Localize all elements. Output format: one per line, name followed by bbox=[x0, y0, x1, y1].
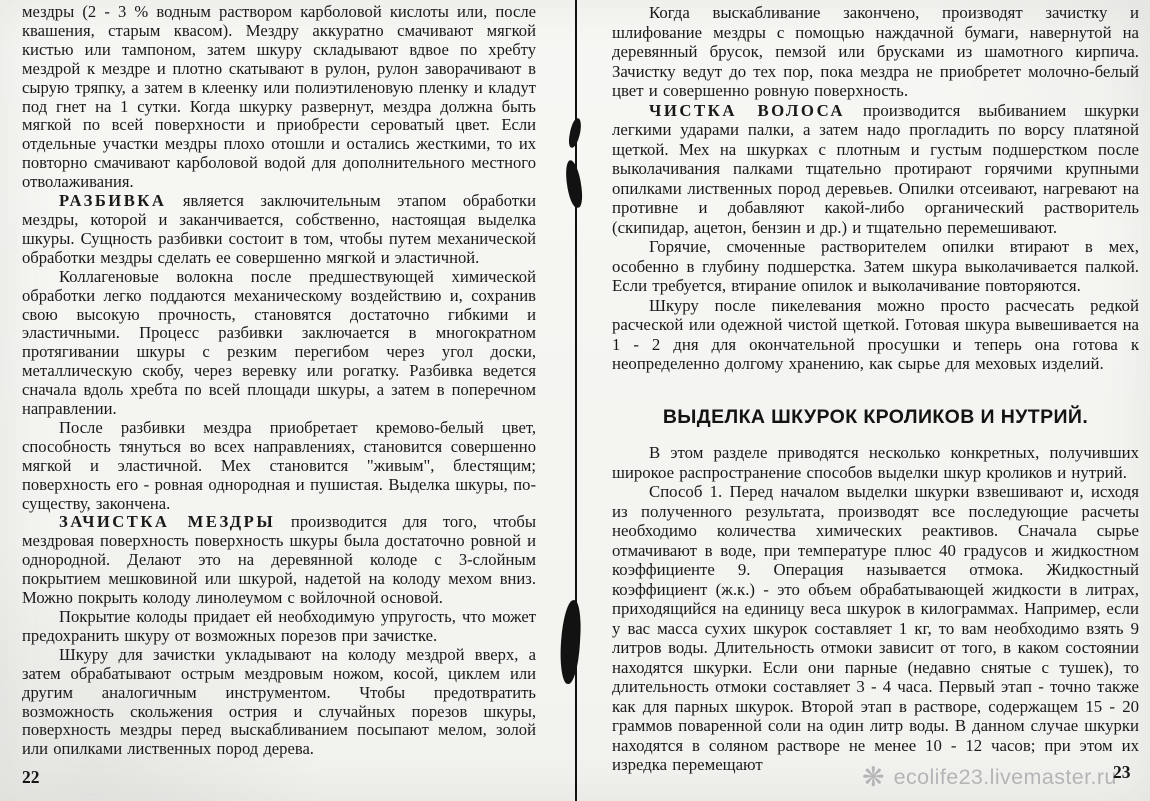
flower-icon: ❋ bbox=[862, 762, 885, 792]
paragraph: Шкуру после пикелевания можно просто расчесать редкой расческой или одежной чистой щеткой. Готовая шкура вывешивается на 1 - 2 дня для окончательной просушки и теперь она готова к неопределенно долгому хранению, как сырье для меховых изделий. bbox=[612, 295, 1139, 373]
right-page-number: 23 bbox=[1113, 762, 1131, 782]
paragraph: Когда выскабливание закончено, производят зачистку и шлифование мездры с помощью наждачной бумаги, навернутой на деревянный брусок, пемзой или брусками из шамотного кирпича. Зачистку ведут до тех пор, пока мездра не приобретет молочно-белый цвет и совершенно ровную поверхность. bbox=[612, 3, 1139, 100]
paragraph: Способ 1. Перед началом выделки шкурки взвешивают и, исходя из полученного результата, производят все последующие расчеты необходимо количества химических реактивов. Сначала сырье отмачивают в воде, при температуре плюс 40 градусов и жидкостном коэффициенте 9. Операция называется отмока. Жидкостный коэффициент (ж.к.) - это объем обрабатывающей жидкости в литрах, приходящийся на единицу веса шкурок в килограммах. Например, если у вас масса сухих шкурок составляет 1 кг, то вам необходимо взять 9 литров воды. Длительность отмоки зависит от того, в каком состоянии находятся шкурки. Если они парные (недавно снятые с тушек), то длительность отмоки составляет 3 - 4 часа. Первый этап - точно также как для парных шкурок. Второй этап в растворе, содержащем 15 - 20 граммов поваренной соли на один литр воды. В данном случае шкурки находятся в соляном растворе не менее 10 - 12 часов; при этом их изредка перемещают bbox=[612, 482, 1139, 774]
paragraph: Коллагеновые волокна после предшествующей химической обработки легко поддаются механическому воздействию и, сохранив свою высокую прочность, становятся достаточно гибкими и эластичными. Процесс разбивки заключается в многократном протягивании шкуры с резким перегибом через угол доски, металлическую скобу, через веревку или рогатку. Разбивка ведется сначала вдоль хребта по всей площади шкуры, а затем в поперечном направлении. bbox=[22, 266, 536, 419]
right-page-text bbox=[612, 3, 1139, 775]
watermark-text: ecolife23.livemaster.ru bbox=[893, 765, 1117, 789]
paragraph: РАЗБИВКА является заключительным этапом обработки мездры, которой и заканчивается, собственно, настоящая выделка шкуры. Сущность разбивки состоит в том, чтобы путем механической обработки мездры сделать ее совершенно мягкой и эластичной. bbox=[22, 191, 536, 267]
paragraph: После разбивки мездра приобретает кремово-белый цвет, способность тянуться во всех направлениях, становится совершенно мягкой и эластичной. Мех становится "живым", блестящим; поверхность его - ровная однородная и пушистая. Выделка шкуры, по-существу, закончена. bbox=[22, 417, 536, 513]
paragraph: Шкуру для зачистки укладывают на колоду мездрой вверх, а затем обрабатывают острым мездровым ножом, косой, циклем или другим аналогичным инструментом. Чтобы предотвратить возможность скольжения острия и случайных порезов шкуры, поверхность мездры перед выскабливанием посыпают мелом, золой или опилками лиственных пород дерева. bbox=[22, 644, 536, 759]
section-heading: ВЫДЕЛКА ШКУРОК КРОЛИКОВ И НУТРИЙ. bbox=[662, 405, 1089, 428]
ink-blob bbox=[564, 159, 584, 208]
ink-blob bbox=[559, 600, 582, 685]
paragraph: Горячие, смоченные растворителем опилки втирают в мех, особенно в глубину подшерстка. Затем шкура выколачивается палкой. Если требуется, втирание опилок и выколачивание повторяются. bbox=[612, 237, 1139, 295]
paragraph: Покрытие колоды придает ей необходимую упругость, что может предохранить шкуру от возможных порезов при зачистке. bbox=[22, 607, 536, 645]
section-lead: ЧИСТКА ВОЛОСА bbox=[649, 100, 846, 120]
paragraph: ЧИСТКА ВОЛОСА производится выбиванием шкурки легкими ударами палки, а затем надо прогладить по ворсу платяной щеткой. Мех на шкурках с плотным и густым подшерстком после выколачивания палками тщательно протирают горячими крупными опилками лиственных пород деревьев. Опилки отсеивают, нагревают на противне и добавляют какой-либо органический растворитель (скипидар, ацетон, бензин и др.) и тщательно перемешивают. bbox=[612, 100, 1139, 237]
watermark bbox=[862, 764, 1117, 791]
paragraph: ЗАЧИСТКА МЕЗДРЫ производится для того, чтобы мездровая поверхность поверхность шкуры была достаточно ровной и однородной. Делают это на деревянной колоде с 3-слойным покрытием мешковиной или шкурой, надетой на колоду мехом вниз. Можно покрыть колоду линолеумом с войлочной основой. bbox=[22, 512, 537, 608]
section-lead: РАЗБИВКА bbox=[59, 191, 167, 211]
paragraph: В этом разделе приводятся несколько конкретных, получивших широкое распространение способов выделки шкур кроликов и нутрий. bbox=[612, 443, 1139, 482]
left-page-text bbox=[22, 3, 536, 759]
paragraph: мездры (2 - 3 % водным раствором карболовой кислоты или, после квашения, старым квасом). Мездру аккуратно смачивают мягкой кистью или тампоном, затем шкуру складывают вдвое по хребту мездрой к мездре и плотно скатывают в рулон, рулон заворачивают в сырую тряпку, а затем в клеенку или полиэтиленовую пленку и кладут под гнет на 1 сутки. Когда шкурку развернут, мездра должна быть мягкой по всей поверхности и приобрести сероватый цвет. Если отдельные участки мездры плохо отошли и остались жесткими, то их повторно смачивают карболовой водой для дополнительного местного отволаживания. bbox=[22, 2, 536, 192]
section-lead: ЗАЧИСТКА МЕЗДРЫ bbox=[59, 512, 276, 532]
ink-blob bbox=[567, 117, 582, 148]
left-page-number: 22 bbox=[22, 767, 40, 787]
